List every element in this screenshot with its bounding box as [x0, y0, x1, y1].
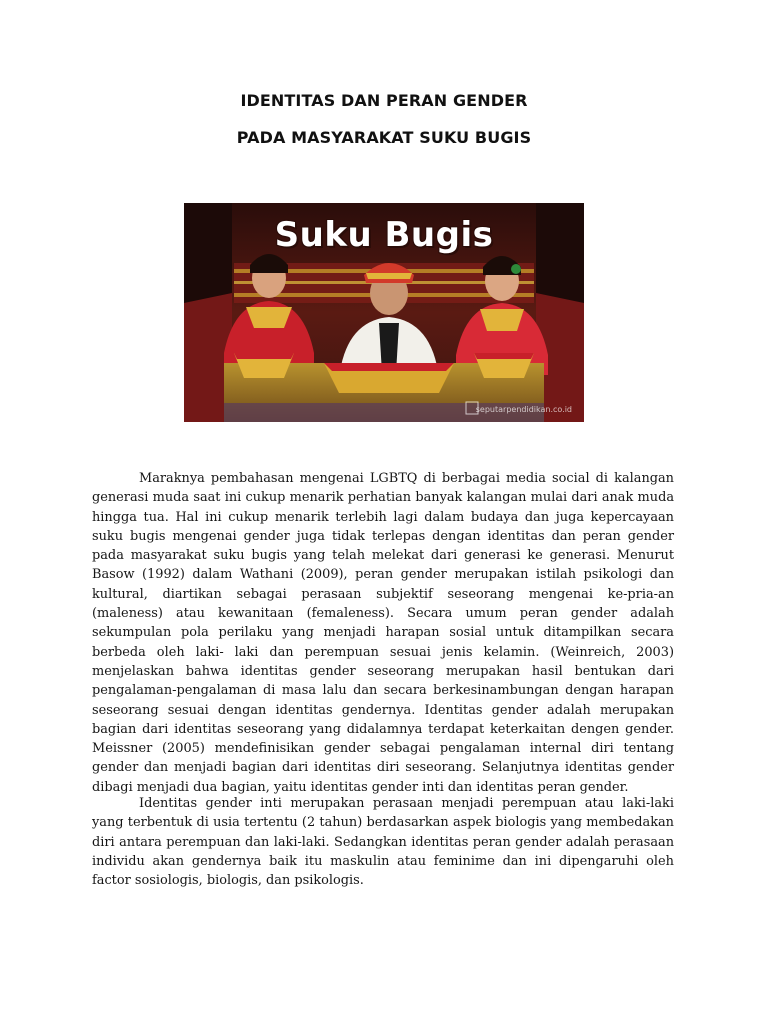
paragraph-1 [92, 469, 674, 797]
paragraph-2 [92, 794, 674, 890]
photo-watermark: seputarpendidikan.co.id [475, 405, 572, 414]
document-title-line-1: IDENTITAS DAN PERAN GENDER [240, 91, 528, 110]
paragraph-2-text: Identitas gender inti merupakan perasaan menjadi perempuan atau laki-laki yang terbentuk di usia tertentu (2 tahun) berdasarkan aspek biologis yang membedakan diri antara perempuan dan laki-laki. Sedangkan identitas peran gender adalah perasaan individu akan gendernya baik itu maskulin atau feminime dan ini dipengaruhi oleh factor sosiologis, biologis, dan psikologis. [92, 796, 674, 889]
photo-caption: Suku Bugis [274, 215, 494, 255]
suku-bugis-photo [184, 203, 584, 422]
document-title-line-2: PADA MASYARAKAT SUKU BUGIS [236, 128, 532, 147]
paragraph-1-text: Maraknya pembahasan mengenai LGBTQ di berbagai media social di kalangan generasi muda saat ini cukup menarik perhatian banyak kalangan mulai dari anak muda hingga tua. Hal ini cukup menarik terlebih lagi dalam budaya dan juga kepercayaan suku bugis mengenai gender juga tidak terlepas dengan identitas dan peran gender pada masyarakat suku bugis yang telah melekat dari generasi ke generasi. Menurut Basow (1992) dalam Wathani (2009), peran gender merupakan istilah psikologi dan kultural, diartikan sebagai perasaan subjektif seseorang mengenai ke-pria-an (maleness) atau kewanitaan (femaleness). Secara umum peran gender adalah sekumpulan pola perilaku yang menjadi harapan sosial untuk ditampilkan secara berbeda oleh laki- laki dan perempuan sesuai jenis kelamin. (Weinreich, 2003) menjelaskan bahwa identitas gender seseorang merupakan hasil bentukan dari pengalaman-pengalaman di masa lalu dan secara berkesinambungan dengan harapan seseorang sesuai dengan identitas gendernya. Identitas gender adalah merupakan bagian dari identitas seseorang yang didalamnya terdapat keterkaitan dengen gender. Meissner (2005) mendefinisikan gender sebagai pengalaman internal diri tentang gender dan menjadi bagian dari identitas diri seseorang. Selanjutnya identitas gender dibagi menjadi dua bagian, yaitu identitas gender inti dan identitas peran gender. [92, 471, 674, 795]
